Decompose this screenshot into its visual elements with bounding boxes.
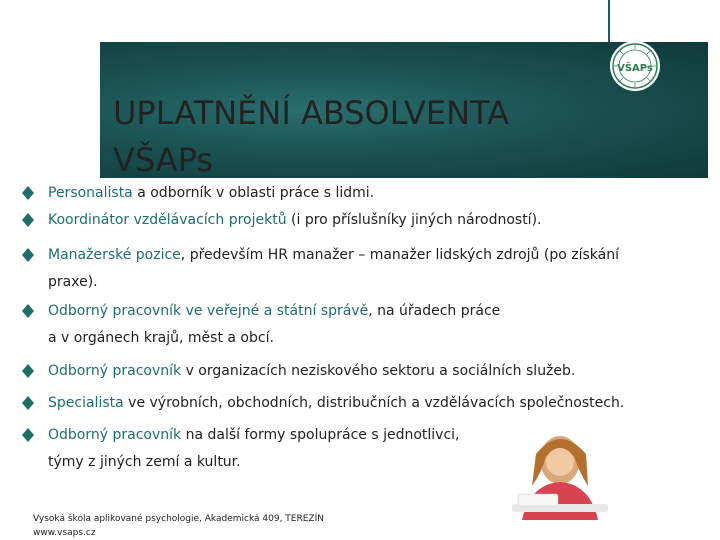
bullet-item [22, 298, 500, 352]
bullet-text: (i pro příslušníky jiných národností). [286, 212, 542, 228]
diamond-bullet-icon [22, 428, 34, 442]
title-line-2: VŠAPs [113, 141, 214, 179]
bullet-item [22, 242, 619, 296]
bullet-text: , na úřadech práce [368, 303, 501, 319]
bullet-text-continuation: praxe). [48, 274, 98, 290]
decorative-line [608, 0, 610, 42]
university-seal-icon [609, 40, 661, 92]
bullet-text: na další formy spolupráce s jednotlivci, [181, 427, 460, 443]
diamond-bullet-icon [22, 396, 34, 410]
bullet-highlight: Manažerské pozice [48, 247, 181, 263]
diamond-bullet-icon [22, 364, 34, 378]
bullet-highlight: Odborný pracovník [48, 363, 182, 379]
bullet-item [22, 358, 575, 385]
diamond-bullet-icon [22, 248, 34, 262]
bullet-text: a odborník v oblasti práce s lidmi. [132, 185, 375, 201]
bullet-highlight: Odborný pracovník [48, 427, 182, 443]
diamond-bullet-icon [22, 186, 34, 200]
bullet-highlight: Specialista [48, 395, 124, 411]
bullet-item [22, 390, 624, 417]
bullet-text: v organizacích neziskového sektoru a sociálních služeb. [181, 363, 576, 379]
svg-text:VŠAPs: VŠAPs [617, 63, 653, 74]
bullet-item [22, 180, 374, 207]
bullet-item [22, 207, 542, 234]
footer [33, 512, 324, 540]
footer-address: Vysoká škola aplikované psychologie, Akademická 409, TEREZÍN [33, 514, 324, 524]
bullet-text-continuation: týmy z jiných zemí a kultur. [48, 454, 241, 470]
bullet-highlight: Personalista [48, 185, 133, 201]
bullet-item [22, 422, 460, 476]
diamond-bullet-icon [22, 213, 34, 227]
bullet-text: , především HR manažer – manažer lidských zdrojů (po získání [180, 247, 619, 263]
diamond-bullet-icon [22, 304, 34, 318]
title-line-1: UPLATNĚNÍ ABSOLVENTA [113, 94, 510, 132]
footer-website: www.vsaps.cz [33, 528, 96, 538]
bullet-text: ve výrobních, obchodních, distribučních a vzdělávacích společnostech. [123, 395, 625, 411]
bullet-highlight: Koordinátor vzdělávacích projektů [48, 212, 287, 228]
student-photo [482, 420, 632, 520]
bullet-highlight: Odborný pracovník ve veřejné a státní správě [48, 303, 369, 319]
slide-title [113, 90, 593, 184]
bullet-text-continuation: a v orgánech krajů, měst a obcí. [48, 330, 274, 346]
